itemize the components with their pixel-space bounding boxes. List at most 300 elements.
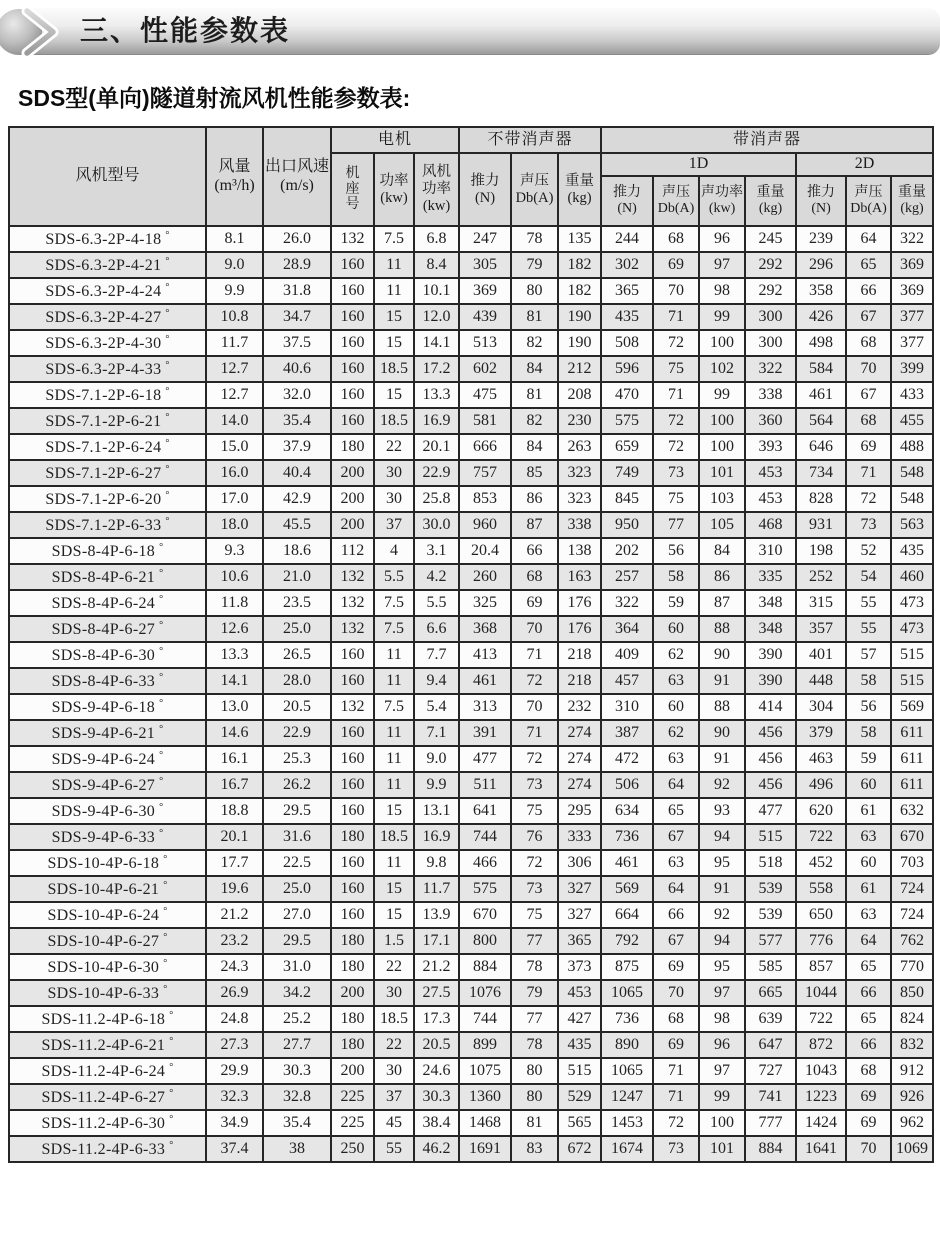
chevron-ornament-icon [0, 5, 78, 59]
value-cell: 200 [331, 980, 374, 1006]
value-cell: 18.5 [374, 408, 414, 434]
value-cell: 73 [511, 876, 558, 902]
value-cell: 95 [699, 850, 745, 876]
value-cell: 81 [511, 382, 558, 408]
degree-mark: ° [165, 229, 170, 241]
value-cell: 67 [846, 382, 891, 408]
model-cell: SDS-9-4P-6-27 ° [9, 772, 206, 798]
value-cell: 477 [745, 798, 796, 824]
value-cell: 529 [558, 1084, 601, 1110]
value-cell: 409 [601, 642, 653, 668]
value-cell: 14.1 [206, 668, 263, 694]
value-cell: 313 [459, 694, 511, 720]
table-row [9, 434, 933, 460]
value-cell: 68 [846, 330, 891, 356]
value-cell: 585 [745, 954, 796, 980]
value-cell: 61 [846, 876, 891, 902]
value-cell: 93 [699, 798, 745, 824]
group-header-1d: 1D [601, 153, 796, 176]
value-cell: 470 [601, 382, 653, 408]
value-cell: 722 [796, 824, 846, 850]
model-cell: SDS-10-4P-6-21 ° [9, 876, 206, 902]
value-cell: 88 [699, 616, 745, 642]
value-cell: 30.3 [414, 1084, 459, 1110]
value-cell: 160 [331, 252, 374, 278]
degree-mark: ° [165, 307, 170, 319]
value-cell: 38.4 [414, 1110, 459, 1136]
model-cell: SDS-10-4P-6-24 ° [9, 902, 206, 928]
value-cell: 323 [558, 486, 601, 512]
value-cell: 63 [653, 668, 699, 694]
degree-mark: ° [163, 905, 168, 917]
value-cell: 12.6 [206, 616, 263, 642]
value-cell: 9.4 [414, 668, 459, 694]
value-cell: 23.5 [263, 590, 331, 616]
value-cell: 160 [331, 408, 374, 434]
value-cell: 202 [601, 538, 653, 564]
value-cell: 575 [459, 876, 511, 902]
value-cell: 13.1 [414, 798, 459, 824]
value-cell: 473 [891, 616, 933, 642]
value-cell: 360 [745, 408, 796, 434]
value-cell: 365 [601, 278, 653, 304]
table-row [9, 382, 933, 408]
value-cell: 7.1 [414, 720, 459, 746]
airflow-unit: (m³/h) [214, 176, 255, 194]
value-cell: 250 [331, 1136, 374, 1162]
value-cell: 100 [699, 1110, 745, 1136]
model-cell: SDS-9-4P-6-21 ° [9, 720, 206, 746]
value-cell: 25.0 [263, 876, 331, 902]
value-cell: 65 [653, 798, 699, 824]
value-cell: 94 [699, 824, 745, 850]
value-cell: 12.7 [206, 356, 263, 382]
value-cell: 1069 [891, 1136, 933, 1162]
value-cell: 461 [459, 668, 511, 694]
value-cell: 770 [891, 954, 933, 980]
value-cell: 60 [653, 616, 699, 642]
degree-mark: ° [165, 515, 170, 527]
frame-char: 机 [345, 166, 360, 182]
section-banner [0, 7, 940, 55]
value-cell: 875 [601, 954, 653, 980]
value-cell: 25.2 [263, 1006, 331, 1032]
pressure-unit: Db(A) [657, 201, 695, 216]
value-cell: 496 [796, 772, 846, 798]
degree-mark: ° [159, 801, 164, 813]
table-row [9, 590, 933, 616]
value-cell: 9.9 [414, 772, 459, 798]
value-cell: 1076 [459, 980, 511, 1006]
col-header-outlet-speed [263, 127, 331, 226]
value-cell: 665 [745, 980, 796, 1006]
col-header-2d-pressure [846, 176, 891, 226]
table-row [9, 824, 933, 850]
value-cell: 103 [699, 486, 745, 512]
value-cell: 377 [891, 330, 933, 356]
value-cell: 90 [699, 642, 745, 668]
value-cell: 82 [511, 408, 558, 434]
value-cell: 548 [891, 486, 933, 512]
value-cell: 22 [374, 434, 414, 460]
value-cell: 247 [459, 226, 511, 252]
value-cell: 950 [601, 512, 653, 538]
value-cell: 369 [891, 252, 933, 278]
value-cell: 4.2 [414, 564, 459, 590]
value-cell: 365 [558, 928, 601, 954]
value-cell: 91 [699, 746, 745, 772]
value-cell: 16.0 [206, 460, 263, 486]
value-cell: 498 [796, 330, 846, 356]
value-cell: 611 [891, 720, 933, 746]
value-cell: 850 [891, 980, 933, 1006]
thrust-unit: (N) [617, 201, 637, 216]
value-cell: 338 [745, 382, 796, 408]
table-row [9, 1136, 933, 1162]
col-header-2d-weight [891, 176, 933, 226]
value-cell: 322 [891, 226, 933, 252]
value-cell: 20.1 [206, 824, 263, 850]
value-cell: 338 [558, 512, 601, 538]
value-cell: 7.5 [374, 694, 414, 720]
outlet-speed-label: 出口风速 [264, 158, 329, 176]
value-cell: 16.1 [206, 746, 263, 772]
value-cell: 76 [511, 824, 558, 850]
value-cell: 5.4 [414, 694, 459, 720]
value-cell: 14.6 [206, 720, 263, 746]
degree-mark: ° [159, 645, 164, 657]
value-cell: 569 [601, 876, 653, 902]
model-cell: SDS-11.2-4P-6-24 ° [9, 1058, 206, 1084]
value-cell: 73 [653, 460, 699, 486]
value-cell: 63 [653, 746, 699, 772]
value-cell: 391 [459, 720, 511, 746]
value-cell: 80 [511, 1084, 558, 1110]
value-cell: 132 [331, 564, 374, 590]
value-cell: 68 [846, 1058, 891, 1084]
value-cell: 230 [558, 408, 601, 434]
value-cell: 59 [653, 590, 699, 616]
value-cell: 1247 [601, 1084, 653, 1110]
value-cell: 55 [846, 616, 891, 642]
value-cell: 70 [846, 1136, 891, 1162]
value-cell: 200 [331, 512, 374, 538]
value-cell: 515 [745, 824, 796, 850]
value-cell: 899 [459, 1032, 511, 1058]
thrust-label: 推力 [613, 184, 642, 200]
value-cell: 569 [891, 694, 933, 720]
value-cell: 71 [653, 1058, 699, 1084]
value-cell: 218 [558, 642, 601, 668]
degree-mark: ° [165, 489, 170, 501]
value-cell: 25.0 [263, 616, 331, 642]
value-cell: 30.3 [263, 1058, 331, 1084]
value-cell: 72 [653, 330, 699, 356]
value-cell: 6.6 [414, 616, 459, 642]
value-cell: 21.2 [206, 902, 263, 928]
value-cell: 414 [745, 694, 796, 720]
degree-mark: ° [169, 1035, 174, 1047]
value-cell: 18.5 [374, 356, 414, 382]
value-cell: 25.8 [414, 486, 459, 512]
model-cell: SDS-8-4P-6-18 ° [9, 538, 206, 564]
model-cell: SDS-7.1-2P-6-18 ° [9, 382, 206, 408]
value-cell: 390 [745, 668, 796, 694]
value-cell: 30 [374, 980, 414, 1006]
value-cell: 98 [699, 1006, 745, 1032]
value-cell: 727 [745, 1058, 796, 1084]
value-cell: 160 [331, 772, 374, 798]
value-cell: 132 [331, 616, 374, 642]
value-cell: 611 [891, 746, 933, 772]
value-cell: 302 [601, 252, 653, 278]
value-cell: 439 [459, 304, 511, 330]
value-cell: 1223 [796, 1084, 846, 1110]
model-cell: SDS-11.2-4P-6-21 ° [9, 1032, 206, 1058]
value-cell: 511 [459, 772, 511, 798]
value-cell: 435 [558, 1032, 601, 1058]
value-cell: 296 [796, 252, 846, 278]
value-cell: 37.9 [263, 434, 331, 460]
value-cell: 650 [796, 902, 846, 928]
value-cell: 138 [558, 538, 601, 564]
value-cell: 11 [374, 746, 414, 772]
value-cell: 24.3 [206, 954, 263, 980]
value-cell: 9.0 [206, 252, 263, 278]
value-cell: 135 [558, 226, 601, 252]
value-cell: 477 [459, 746, 511, 772]
value-cell: 664 [601, 902, 653, 928]
value-cell: 305 [459, 252, 511, 278]
value-cell: 66 [846, 980, 891, 1006]
value-cell: 468 [745, 512, 796, 538]
value-cell: 1691 [459, 1136, 511, 1162]
value-cell: 762 [891, 928, 933, 954]
value-cell: 348 [745, 616, 796, 642]
value-cell: 20.1 [414, 434, 459, 460]
value-cell: 7.5 [374, 616, 414, 642]
value-cell: 513 [459, 330, 511, 356]
value-cell: 112 [331, 538, 374, 564]
value-cell: 357 [796, 616, 846, 642]
header-row-groups [9, 127, 933, 153]
col-header-ns-thrust [459, 153, 511, 226]
value-cell: 73 [846, 512, 891, 538]
value-cell: 741 [745, 1084, 796, 1110]
weight-unit: (kg) [567, 189, 592, 206]
value-cell: 160 [331, 876, 374, 902]
value-cell: 24.6 [414, 1058, 459, 1084]
table-row [9, 330, 933, 356]
value-cell: 274 [558, 720, 601, 746]
value-cell: 84 [511, 434, 558, 460]
value-cell: 77 [653, 512, 699, 538]
value-cell: 828 [796, 486, 846, 512]
value-cell: 68 [511, 564, 558, 590]
value-cell: 776 [796, 928, 846, 954]
value-cell: 792 [601, 928, 653, 954]
degree-mark: ° [165, 333, 170, 345]
value-cell: 64 [846, 226, 891, 252]
value-cell: 73 [653, 1136, 699, 1162]
weight-label: 重量 [756, 184, 785, 200]
table-row [9, 460, 933, 486]
value-cell: 102 [699, 356, 745, 382]
value-cell: 435 [601, 304, 653, 330]
value-cell: 14.0 [206, 408, 263, 434]
value-cell: 99 [699, 1084, 745, 1110]
value-cell: 8.4 [414, 252, 459, 278]
table-row [9, 278, 933, 304]
value-cell: 304 [796, 694, 846, 720]
value-cell: 20.4 [459, 538, 511, 564]
value-cell: 31.8 [263, 278, 331, 304]
value-cell: 40.4 [263, 460, 331, 486]
value-cell: 32.0 [263, 382, 331, 408]
value-cell: 78 [511, 954, 558, 980]
weight-unit: (kg) [900, 201, 924, 216]
value-cell: 475 [459, 382, 511, 408]
value-cell: 890 [601, 1032, 653, 1058]
value-cell: 565 [558, 1110, 601, 1136]
value-cell: 960 [459, 512, 511, 538]
degree-mark: ° [159, 749, 164, 761]
value-cell: 212 [558, 356, 601, 382]
value-cell: 60 [653, 694, 699, 720]
value-cell: 77 [511, 928, 558, 954]
value-cell: 58 [653, 564, 699, 590]
value-cell: 1065 [601, 980, 653, 1006]
table-row [9, 642, 933, 668]
power-unit: (kw) [380, 189, 408, 206]
value-cell: 15 [374, 304, 414, 330]
value-cell: 322 [601, 590, 653, 616]
value-cell: 31.0 [263, 954, 331, 980]
value-cell: 59 [846, 746, 891, 772]
value-cell: 160 [331, 746, 374, 772]
value-cell: 97 [699, 252, 745, 278]
model-cell: SDS-10-4P-6-18 ° [9, 850, 206, 876]
value-cell: 66 [653, 902, 699, 928]
model-cell: SDS-10-4P-6-27 ° [9, 928, 206, 954]
value-cell: 27.7 [263, 1032, 331, 1058]
value-cell: 25.3 [263, 746, 331, 772]
value-cell: 364 [601, 616, 653, 642]
value-cell: 218 [558, 668, 601, 694]
model-cell: SDS-8-4P-6-21 ° [9, 564, 206, 590]
value-cell: 348 [745, 590, 796, 616]
table-row [9, 668, 933, 694]
value-cell: 90 [699, 720, 745, 746]
value-cell: 11 [374, 252, 414, 278]
value-cell: 32.8 [263, 1084, 331, 1110]
value-cell: 55 [846, 590, 891, 616]
value-cell: 54 [846, 564, 891, 590]
value-cell: 29.5 [263, 798, 331, 824]
value-cell: 63 [653, 850, 699, 876]
fan-power-unit: (kw) [422, 197, 451, 214]
value-cell: 7.5 [374, 590, 414, 616]
thrust-unit: (N) [811, 201, 831, 216]
value-cell: 845 [601, 486, 653, 512]
value-cell: 508 [601, 330, 653, 356]
value-cell: 461 [601, 850, 653, 876]
value-cell: 160 [331, 382, 374, 408]
value-cell: 518 [745, 850, 796, 876]
value-cell: 670 [891, 824, 933, 850]
value-cell: 10.1 [414, 278, 459, 304]
value-cell: 872 [796, 1032, 846, 1058]
value-cell: 37 [374, 1084, 414, 1110]
degree-mark: ° [163, 983, 168, 995]
table-row [9, 226, 933, 252]
value-cell: 69 [653, 252, 699, 278]
value-cell: 10.8 [206, 304, 263, 330]
pressure-label: 声压 [854, 184, 883, 200]
value-cell: 466 [459, 850, 511, 876]
value-cell: 724 [891, 902, 933, 928]
pressure-unit: Db(A) [850, 201, 887, 216]
value-cell: 70 [511, 694, 558, 720]
col-header-frame-size [331, 153, 374, 226]
value-cell: 98 [699, 278, 745, 304]
value-cell: 80 [511, 278, 558, 304]
value-cell: 368 [459, 616, 511, 642]
value-cell: 15 [374, 798, 414, 824]
table-row [9, 408, 933, 434]
value-cell: 160 [331, 304, 374, 330]
value-cell: 12.0 [414, 304, 459, 330]
value-cell: 79 [511, 980, 558, 1006]
value-cell: 101 [699, 460, 745, 486]
thrust-label: 推力 [807, 184, 836, 200]
value-cell: 92 [699, 902, 745, 928]
value-cell: 71 [846, 460, 891, 486]
value-cell: 69 [846, 1110, 891, 1136]
value-cell: 11.7 [414, 876, 459, 902]
table-row [9, 538, 933, 564]
value-cell: 5.5 [414, 590, 459, 616]
value-cell: 463 [796, 746, 846, 772]
value-cell: 37.4 [206, 1136, 263, 1162]
value-cell: 18.8 [206, 798, 263, 824]
value-cell: 453 [745, 460, 796, 486]
value-cell: 99 [699, 304, 745, 330]
value-cell: 558 [796, 876, 846, 902]
value-cell: 4 [374, 538, 414, 564]
value-cell: 72 [511, 746, 558, 772]
value-cell: 11.8 [206, 590, 263, 616]
value-cell: 292 [745, 278, 796, 304]
value-cell: 22.9 [414, 460, 459, 486]
col-header-ns-pressure [511, 153, 558, 226]
table-row [9, 356, 933, 382]
value-cell: 85 [511, 460, 558, 486]
value-cell: 30 [374, 486, 414, 512]
value-cell: 13.3 [414, 382, 459, 408]
value-cell: 72 [653, 434, 699, 460]
value-cell: 15.0 [206, 434, 263, 460]
degree-mark: ° [165, 255, 170, 267]
model-cell: SDS-10-4P-6-30 ° [9, 954, 206, 980]
degree-mark: ° [159, 593, 164, 605]
pressure-label: 声压 [662, 184, 691, 200]
value-cell: 884 [745, 1136, 796, 1162]
value-cell: 35.4 [263, 408, 331, 434]
value-cell: 65 [846, 954, 891, 980]
value-cell: 180 [331, 1006, 374, 1032]
degree-mark: ° [159, 619, 164, 631]
